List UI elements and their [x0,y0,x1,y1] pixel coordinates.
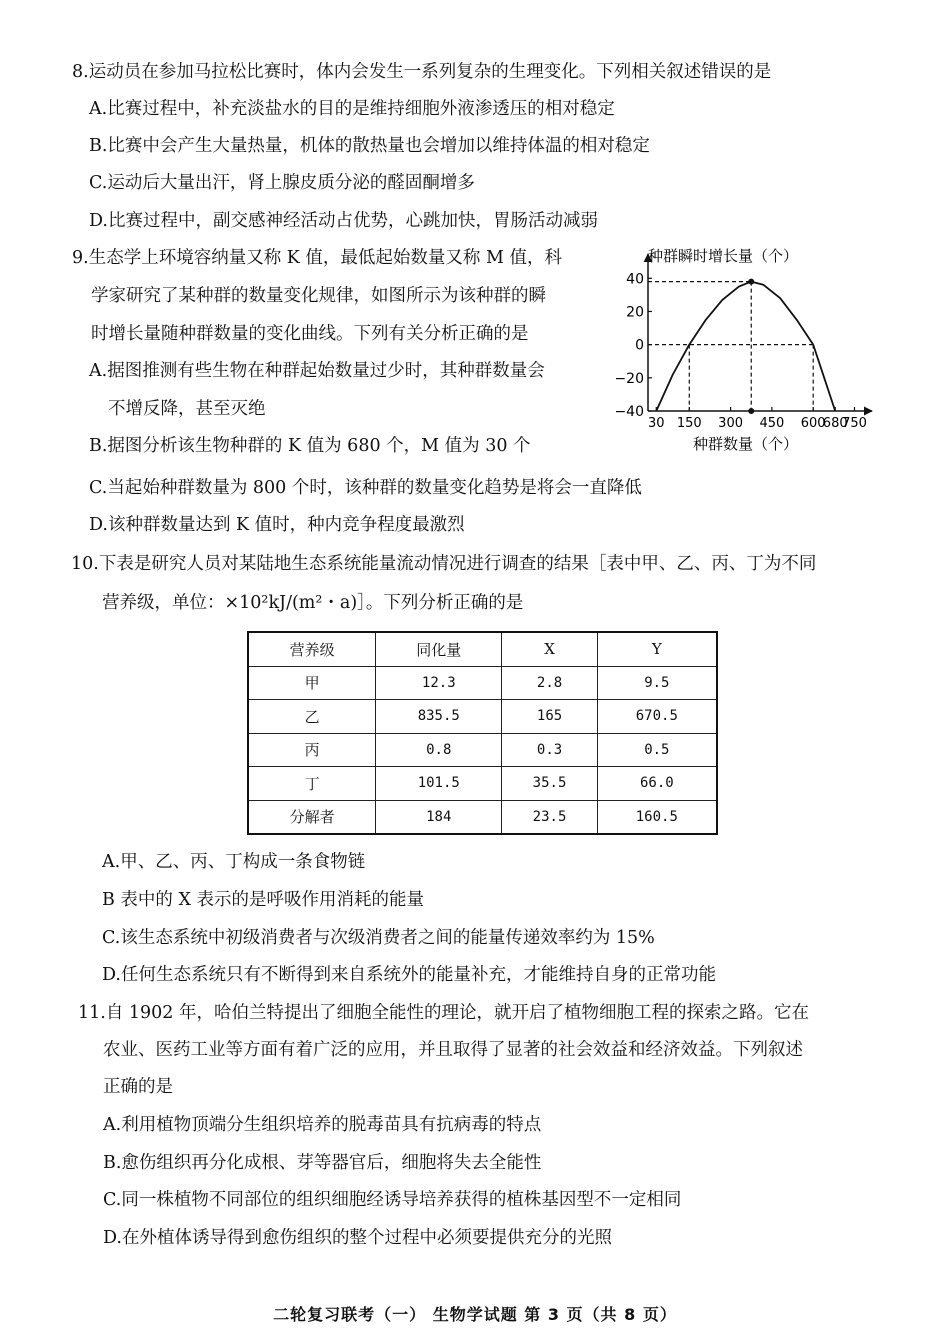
x-tick-label: 30 [647,416,665,431]
q9-option-a-line1: A.据图推测有些生物在种群起始数量过少时，其种群数量会 [89,361,545,381]
table-cell: 0.5 [597,733,717,767]
x-tick-label: 450 [759,416,785,431]
table-header: 同化量 [376,632,502,666]
growth-curve [656,282,835,411]
x-tick-label: 680 [822,416,848,431]
table-row [248,700,717,734]
q10-option-a: A.甲、乙、丙、丁构成一条食物链 [102,852,366,872]
y-tick-label: −20 [614,370,644,387]
q9-option-a-line2: 不增反降，甚至灭绝 [108,399,266,419]
chart-title: 种群瞬时增长量（个） [648,247,799,265]
q11-option-c: C.同一株植物不同部位的组织细胞经诱导培养获得的植株基因型不一定相同 [103,1190,682,1210]
table-row [248,666,717,700]
q8-option-a: A.比赛过程中，补充淡盐水的目的是维持细胞外液渗透压的相对稳定 [89,99,615,119]
q9-option-b: B.据图分析该生物种群的 K 值为 680 个，M 值为 30 个 [89,436,531,456]
q11-option-a: A.利用植物顶端分生组织培养的脱毒苗具有抗病毒的特点 [103,1115,542,1135]
table-header: Y [597,632,717,666]
q9-option-c: C.当起始种群数量为 800 个时，该种群的数量变化趋势是将会一直降低 [89,478,642,498]
q9-option-d: D.该种群数量达到 K 值时，种内竞争程度最激烈 [89,515,465,535]
table-cell: 0.3 [502,733,597,767]
q8-option-c: C.运动后大量出汗，肾上腺皮质分泌的醛固酮增多 [89,173,475,193]
table-cell: 9.5 [597,666,717,700]
q9-stem-line2: 学家研究了某种群的数量变化规律，如图所示为该种群的瞬 [91,286,546,306]
table-cell: 2.8 [502,666,597,700]
q10-stem-line2: 营养级，单位：×10²kJ/(m²・a)］。下列分析正确的是 [102,593,524,613]
q11-option-b: B.愈伤组织再分化成根、芽等器官后，细胞将失去全能性 [103,1153,542,1173]
table-cell: 12.3 [376,666,502,700]
y-tick-label: 0 [635,337,644,354]
table-cell: 160.5 [597,800,717,834]
x-tick-label: 150 [676,416,702,431]
table-header-row [248,632,717,666]
table-cell: 丙 [248,733,376,767]
page-footer: 二轮复习联考（一） 生物学试题 第 3 页（共 8 页） [273,1305,677,1324]
table-header: 营养级 [248,632,376,666]
q11-option-d: D.在外植体诱导得到愈伤组织的整个过程中必须要提供充分的光照 [103,1228,612,1248]
x-tick-label: 600 [800,416,826,431]
table-cell: 35.5 [502,767,597,801]
y-tick-label: 40 [626,271,644,288]
table-row [248,800,717,834]
table-row [248,733,717,767]
q10-stem-line1: 10.下表是研究人员对某陆地生态系统能量流动情况进行调查的结果［表中甲、乙、丙、丁为不同 [71,554,817,574]
q11-stem-line2: 农业、医药工业等方面有着广泛的应用，并且取得了显著的社会效益和经济效益。下列叙述 [103,1040,803,1060]
y-tick-label: 20 [626,304,644,321]
table-cell: 101.5 [376,767,502,801]
table-cell: 165 [502,700,597,734]
q10-option-d: D.任何生态系统只有不断得到来自系统外的能量补充，才能维持自身的正常功能 [102,965,716,985]
peak-axis-point [748,408,754,414]
q10-option-b: B 表中的 X 表示的是呼吸作用消耗的能量 [102,890,425,910]
chart-x-axis-label: 种群数量（个） [693,435,799,453]
table-cell: 甲 [248,666,376,700]
peak-point [748,279,754,285]
table-cell: 23.5 [502,800,597,834]
q9-stem-line1: 9.生态学上环境容纳量又称 K 值，最低起始数量又称 M 值，科 [72,248,562,268]
chart-plot-area [614,254,872,431]
y-tick-label: −40 [614,404,644,420]
energy-flow-table [247,631,718,835]
table-header: X [502,632,597,666]
growth-chart [608,240,878,465]
q9-stem-line3: 时增长量随种群数量的变化曲线。下列有关分析正确的是 [91,324,529,344]
q8-option-b: B.比赛中会产生大量热量，机体的散热量也会增加以维持体温的相对稳定 [89,136,650,156]
table-cell: 835.5 [376,700,502,734]
q8-option-d: D.比赛过程中，副交感神经活动占优势，心跳加快，胃肠活动减弱 [89,211,598,231]
table-cell: 66.0 [597,767,717,801]
table-cell: 分解者 [248,800,376,834]
table-cell: 丁 [248,767,376,801]
q11-stem-line3: 正确的是 [103,1077,173,1097]
table-cell: 670.5 [597,700,717,734]
x-tick-label: 300 [718,416,744,431]
table-cell: 184 [376,800,502,834]
q8-stem: 8.运动员在参加马拉松比赛时，体内会发生一系列复杂的生理变化。下列相关叙述错误的是 [72,62,772,82]
q11-stem-line1: 11.自 1902 年，哈伯兰特提出了细胞全能性的理论，就开启了植物细胞工程的探索之路。它在 [78,1003,809,1023]
x-tick-label: 750 [842,416,867,431]
table-row [248,767,717,801]
table-cell: 0.8 [376,733,502,767]
q10-option-c: C.该生态系统中初级消费者与次级消费者之间的能量传递效率约为 15% [102,928,655,948]
table-cell: 乙 [248,700,376,734]
